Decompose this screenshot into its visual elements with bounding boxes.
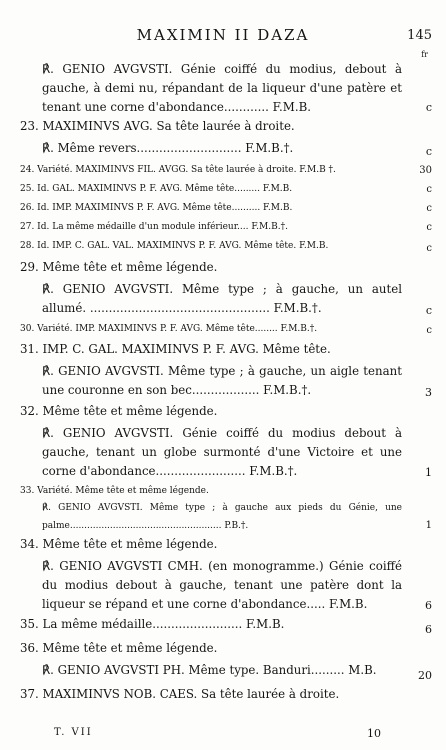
- rarity-mark: 1: [425, 520, 432, 531]
- entry-text: 26. Id. IMP. MAXIMINVS P. F. AVG. Même tête.......... F.M.B.: [20, 203, 293, 213]
- signature-mark: 10: [367, 727, 381, 740]
- rarity-mark: 3: [425, 386, 432, 399]
- catalog-entry: [20, 258, 432, 280]
- catalog-entry: [20, 320, 432, 340]
- page-number: 145: [407, 28, 432, 43]
- corner-mark: fr: [421, 50, 428, 59]
- entry-text: 25. Id. GAL. MAXIMINVS P. F. AVG. Même tête......... F.M.B.: [20, 184, 293, 194]
- entry-text: 29. Même tête et même légende.: [20, 260, 218, 274]
- entry-text: 36. Même tête et même légende.: [20, 641, 218, 655]
- rarity-mark: 20: [418, 669, 432, 682]
- entry-text: ℟. GENIO AVGVSTI PH. Même type. Banduri......... M.B.: [42, 663, 377, 677]
- catalog-entry: [20, 482, 432, 499]
- catalog-entry: [20, 280, 432, 320]
- entry-text: 24. Variété. MAXIMINVS FIL. AVGG. Sa tête laurée à droite. F.M.B †.: [20, 165, 336, 175]
- entry-text: ℟. GENIO AVGVSTI. Même type ; à gauche, un autel allumé. ................................................ F.M.B.†.: [42, 282, 402, 315]
- catalog-entry: [20, 685, 432, 707]
- entry-text: 33. Variété. Même tête et même légende.: [20, 486, 209, 496]
- entry-text: ℟. GENIO AVGVSTI. Génie coiffé du modius, debout à gauche, à demi nu, répandant de la liqueur d'une patère et tenant une corne d'abondance............ F.M.B.: [42, 62, 402, 114]
- catalog-entry: [20, 362, 432, 402]
- catalog-entry: [20, 139, 432, 161]
- entry-text: 31. IMP. C. GAL. MAXIMINVS P. F. AVG. Même tête.: [20, 342, 331, 356]
- entry-text: ℟. GENIO AVGVSTI. Génie coiffé du modius debout à gauche, tenant un globe surmonté d'une Victoire et une corne d'abondance........................ F.M.B.†.: [42, 426, 402, 478]
- catalog-entry: [20, 60, 432, 117]
- catalog-entry: [20, 117, 432, 139]
- rarity-mark: 1: [425, 466, 432, 479]
- volume-mark: T. VII: [54, 727, 93, 738]
- catalog-entry: [20, 535, 432, 557]
- rarity-mark: 30: [419, 165, 432, 176]
- rarity-mark: c: [426, 222, 432, 233]
- catalog-entry: [20, 661, 432, 685]
- rarity-mark: c: [426, 243, 432, 254]
- entry-text: 27. Id. La même médaille d'un module inférieur.... F.M.B.†.: [20, 222, 288, 232]
- catalog-entry: [20, 424, 432, 482]
- entry-text: 32. Même tête et même légende.: [20, 404, 218, 418]
- catalog-entry: [20, 557, 432, 615]
- catalog-entry: [20, 639, 432, 661]
- entry-text: 28. Id. IMP. C. GAL. VAL. MAXIMINVS P. F. AVG. Même tête. F.M.B.: [20, 241, 329, 251]
- catalog-entry: [20, 161, 432, 180]
- catalog-entry: [20, 180, 432, 199]
- rarity-mark: c: [426, 325, 432, 336]
- entry-text: ℟. GENIO AVGVSTI. Même type ; à gauche, un aigle tenant une couronne en son bec.................. F.M.B.†.: [42, 364, 402, 397]
- catalog-entries: [20, 60, 432, 707]
- entry-text: 35. La même médaille........................ F.M.B.: [20, 617, 285, 631]
- rarity-mark: c: [425, 304, 432, 317]
- catalog-entry: [20, 499, 432, 535]
- entry-text: ℟. GENIO AVGVSTI. Même type ; à gauche aux pieds du Génie, une palme..................................................... P.B.†.: [42, 503, 402, 531]
- catalog-entry: [20, 615, 432, 639]
- rarity-mark: c: [425, 145, 432, 158]
- catalog-entry: [20, 218, 432, 237]
- running-header-title: MAXIMIN II DAZA: [136, 26, 310, 44]
- rarity-mark: c: [425, 101, 432, 114]
- catalog-entry: [20, 402, 432, 424]
- rarity-mark: c: [426, 203, 432, 214]
- rarity-mark: 6: [425, 623, 432, 636]
- catalog-entry: [20, 237, 432, 258]
- catalog-entry: [20, 340, 432, 362]
- catalog-entry: [20, 199, 432, 218]
- entry-text: 23. MAXIMINVS AVG. Sa tête laurée à droite.: [20, 119, 295, 133]
- entry-text: 37. MAXIMINVS NOB. CAES. Sa tête laurée à droite.: [20, 687, 340, 701]
- entry-text: 30. Variété. IMP. MAXIMINVS P. F. AVG. Même tête........ F.M.B.†.: [20, 324, 318, 334]
- entry-text: ℟. Même revers............................ F.M.B.†.: [42, 141, 294, 155]
- rarity-mark: c: [426, 184, 432, 195]
- entry-text: 34. Même tête et même légende.: [20, 537, 218, 551]
- rarity-mark: 6: [425, 599, 432, 612]
- entry-text: ℟. GENIO AVGVSTI CMH. (en monogramme.) Génie coiffé du modius debout à gauche, tenant une patère dont la liqueur se répand et une corne d'abondance..... F.M.B.: [42, 559, 402, 611]
